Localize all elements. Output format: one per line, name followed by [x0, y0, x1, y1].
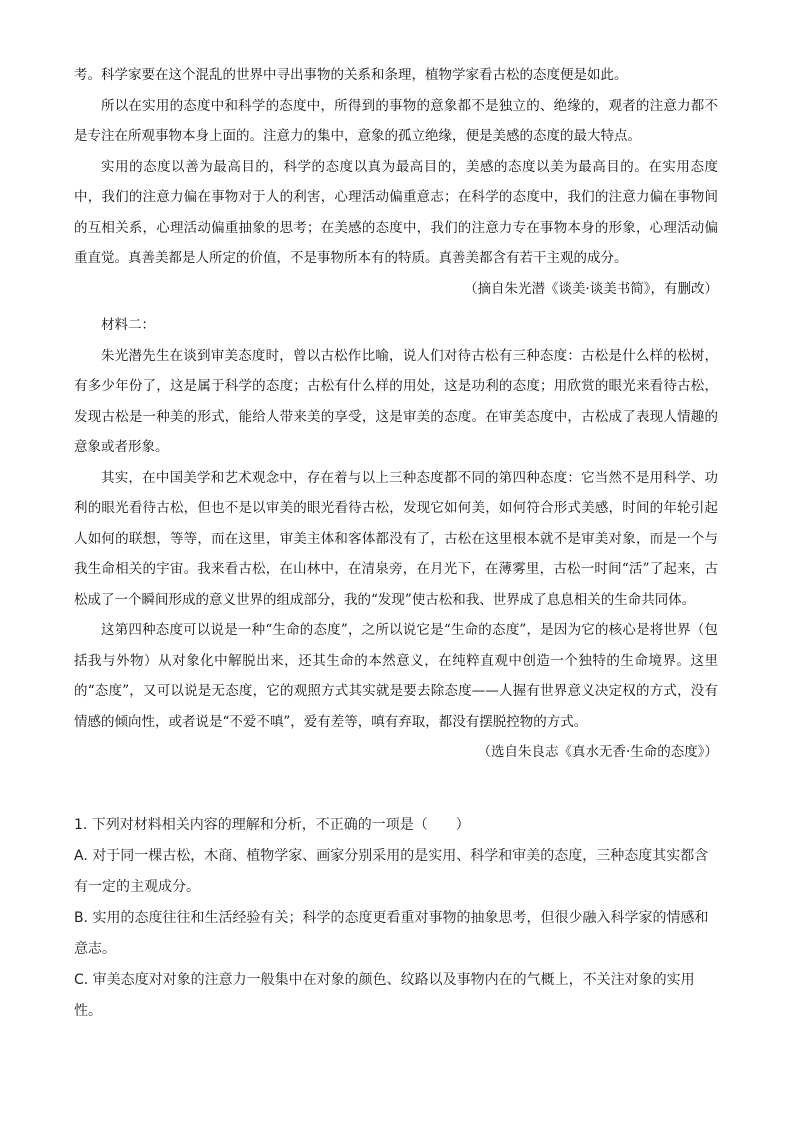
- paragraph: 朱光潜先生在谈到审美态度时，曾以古松作比喻，说人们对待古松有三种态度：古松是什么样的松树，有多少年份了，这是属于科学的态度；古松有什么样的用处，这是功利的态度；用欣赏的眼光来看待古松，发现古松是一种美的形式，能给人带来美的享受，这是审美的态度。在审美态度中，古松成了表现人情趣的意象或者形象。: [74, 347, 718, 455]
- option-b-line-1: B. 实用的态度往往和生活经验有关；科学的态度更看重对事物的抽象思考，但很少融入科学家的情感和: [74, 910, 709, 926]
- option-a-line-1: A. 对于同一棵古松，木商、植物学家、画家分别采用的是实用、科学和审美的态度，三种态度其实都含: [74, 848, 709, 864]
- option-b-line-2: 意志。: [74, 941, 116, 957]
- option-b: [74, 903, 718, 965]
- source-citation: （摘自朱光潜《谈美·谈美书简》，有删改）: [463, 280, 718, 297]
- option-c-line-2: 性。: [74, 1003, 102, 1019]
- option-c-line-1: C. 审美态度对对象的注意力一般集中在对象的颜色、纹路以及事物内在的气概上，不关注对象的实用: [74, 972, 695, 988]
- source-citation: （选自朱良志《真水无香·生命的态度》）: [477, 744, 718, 760]
- option-a: [74, 841, 718, 903]
- material-heading: 材料二：: [101, 317, 155, 333]
- paragraph: 这第四种态度可以说是一种“生命的态度”，之所以说它是“生命的态度”，是因为它的核心是将世界（包括我与外物）从对象化中解脱出来，还其生命的本然意义，在纯粹直观中创造一个独特的生命境界。这里的“态度”，又可以说是无态度，它的观照方式其实就是要去除态度——人握有世界意义决定权的方式，没有情感的倾向性，或者说是“不爱不嗔”，爱有差等，嗔有弃取，都没有摆脱控物的方式。: [74, 622, 718, 730]
- passage-one: [74, 60, 718, 304]
- paragraph: 考。科学家要在这个混乱的世界中寻出事物的关系和条理，植物学家看古松的态度便是如此。: [74, 67, 628, 83]
- paragraph: 其实，在中国美学和艺术观念中，存在着与以上三种态度都不同的第四种态度：它当然不是用科学、功利的眼光看待古松，但也不是以审美的眼光看待古松，发现它如何美，如何符合形式美感，时间的年轮引起人如何的联想，等等，而在这里，审美主体和客体都没有了，古松在这里根本就不是审美对象，而是一个与我生命相关的宇宙。我来看古松，在山林中，在清泉旁，在月光下，在薄雾里，古松一时间“活”了起来，古松成了一个瞬间形成的意义世界的组成部分，我的“发现”使古松和我、世界成了息息相关的生命共同体。: [74, 469, 718, 608]
- passage-two: [74, 310, 718, 767]
- question-stem: 1. 下列对材料相关内容的理解和分析，不正确的一项是（ ）: [74, 817, 470, 833]
- question-block: [74, 810, 718, 1027]
- option-a-line-2: 有一定的主观成分。: [74, 879, 200, 895]
- paragraph: 实用的态度以善为最高目的，科学的态度以真为最高目的，美感的态度以美为最高目的。在实用态度中，我们的注意力偏在事物对于人的利害，心理活动偏重意志；在科学的态度中，我们的注意力偏在事物间的互相关系，心理活动偏重抽象的思考；在美感的态度中，我们的注意力专在事物本身的形象，心理活动偏重直觉。真善美都是人所定的价值，不是事物所本有的特质。真善美都含有若干主观的成分。: [74, 158, 718, 266]
- paragraph: 所以在实用的态度中和科学的态度中，所得到的事物的意象都不是独立的、绝缘的，观者的注意力都不是专注在所观事物本身上面的。注意力的集中，意象的孤立绝缘，便是美感的态度的最大特点。: [74, 97, 718, 144]
- option-c: [74, 965, 718, 1027]
